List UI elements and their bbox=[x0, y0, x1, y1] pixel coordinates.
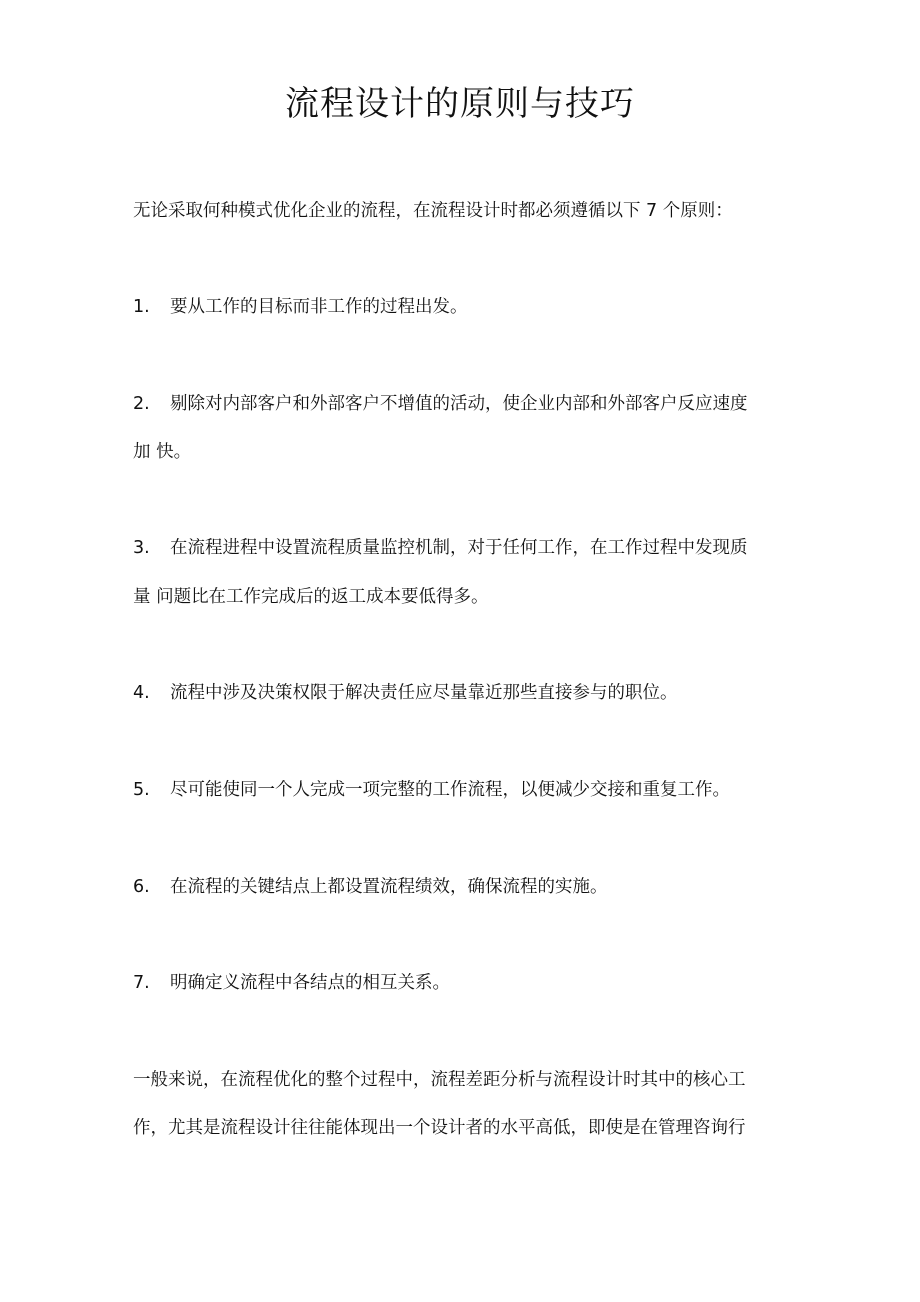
principle-number: 3. bbox=[133, 538, 150, 558]
principle-3 bbox=[133, 536, 748, 560]
principle-text: 尽可能使同一个人完成一项完整的工作流程，以便减少交接和重复工作。 bbox=[170, 780, 730, 800]
principle-number: 6. bbox=[133, 877, 150, 897]
principle-5 bbox=[133, 778, 730, 802]
principle-number: 7. bbox=[133, 973, 150, 993]
closing-paragraph-line-2: 作，尤其是流程设计往往能体现出一个设计者的水平高低，即使是在管理咨询行 bbox=[133, 1118, 746, 1138]
principle-text: 流程中涉及决策权限于解决责任应尽量靠近那些直接参与的职位。 bbox=[170, 683, 678, 703]
principle-number: 4. bbox=[133, 683, 150, 703]
principle-text: 要从工作的目标而非工作的过程出发。 bbox=[170, 297, 468, 317]
page-title: 流程设计的原则与技巧 bbox=[285, 84, 635, 124]
principle-number: 1. bbox=[133, 297, 150, 317]
principle-3-continuation: 量 问题比在工作完成后的返工成本要低得多。 bbox=[133, 587, 489, 607]
principle-7 bbox=[133, 971, 450, 995]
principle-2 bbox=[133, 392, 748, 416]
principle-number: 2. bbox=[133, 394, 150, 414]
principle-6 bbox=[133, 875, 608, 899]
principle-number: 5. bbox=[133, 780, 150, 800]
intro-paragraph: 无论采取何种模式优化企业的流程，在流程设计时都必须遵循以下 7 个原则： bbox=[133, 201, 733, 221]
principle-1 bbox=[133, 295, 468, 319]
principle-2-continuation: 加 快。 bbox=[133, 442, 192, 462]
closing-paragraph-line-1: 一般来说，在流程优化的整个过程中，流程差距分析与流程设计时其中的核心工 bbox=[133, 1070, 746, 1090]
principle-text: 在流程进程中设置流程质量监控机制，对于任何工作，在工作过程中发现质 bbox=[170, 538, 748, 558]
principle-4 bbox=[133, 681, 678, 705]
principle-text: 剔除对内部客户和外部客户不增值的活动，使企业内部和外部客户反应速度 bbox=[170, 394, 748, 414]
principle-text: 在流程的关键结点上都设置流程绩效，确保流程的实施。 bbox=[170, 877, 608, 897]
principle-text: 明确定义流程中各结点的相互关系。 bbox=[170, 973, 450, 993]
